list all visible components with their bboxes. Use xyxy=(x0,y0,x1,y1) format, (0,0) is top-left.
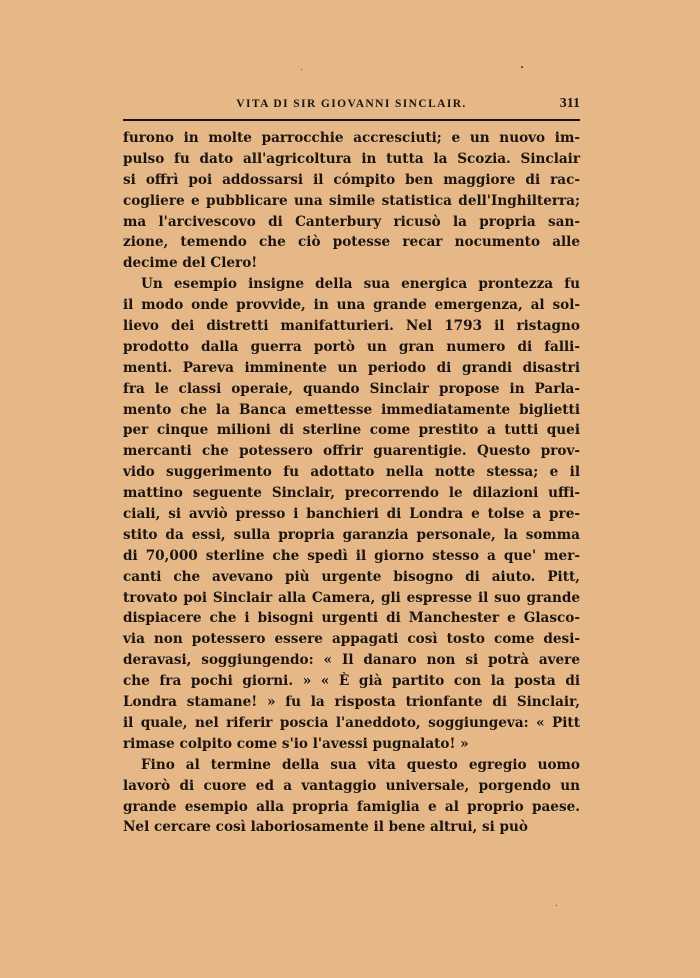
text-line: menti. Pareva imminente un periodo di grandi disastri xyxy=(123,359,580,376)
text-line: grande esempio alla propria famiglia e al proprio paese. xyxy=(123,798,580,815)
text-line: dispiacere che i bisogni urgenti di Manchester e Glasco- xyxy=(123,610,580,627)
text-line: Londra stamane! » fu la risposta trionfante di Sinclair, xyxy=(123,694,580,711)
text-line: stito da essi, sulla propria garanzia personale, la somma xyxy=(123,526,580,543)
text-line: prodotto dalla guerra portò un gran numero di falli- xyxy=(123,338,580,355)
text-line: vido suggerimento fu adottato nella notte stessa; e il xyxy=(123,464,580,481)
text-line: rimase colpito come s'io l'avessi pugnalato! » xyxy=(123,735,469,752)
paper-speck xyxy=(556,905,557,906)
text-line: Nel cercare così laboriosamente il bene altrui, si può xyxy=(123,819,528,836)
text-line: lavorò di cuore ed a vantaggio universale, porgendo un xyxy=(123,777,580,794)
text-line: via non potessero essere appagati così tosto come desi- xyxy=(123,631,580,648)
text-line: trovato poi Sinclair alla Camera, gli espresse il suo grande xyxy=(123,589,580,606)
text-line: mento che la Banca emettesse immediatamente biglietti xyxy=(123,401,580,418)
text-line: di 70,000 sterline che spedì il giorno stesso a que' mer- xyxy=(123,547,580,564)
running-header xyxy=(123,96,580,118)
text-line: fra le classi operaie, quando Sinclair propose in Parla- xyxy=(123,380,580,397)
text-line: cogliere e pubblicare una simile statistica dell'Inghilterra; xyxy=(123,192,580,209)
text-line: Fino al termine della sua vita questo egregio uomo xyxy=(141,756,580,773)
text-line: il quale, nel riferir poscia l'aneddoto, soggiungeva: « Pitt xyxy=(123,714,580,731)
text-line: per cinque milioni di sterline come prestito a tutti quei xyxy=(123,422,580,439)
text-line: furono in molte parrocchie accresciuti; e un nuovo im- xyxy=(123,130,580,146)
text-line: canti che avevano più urgente bisogno di aiuto. Pitt, xyxy=(123,568,580,585)
text-line: Un esempio insigne della sua energica prontezza fu xyxy=(141,276,580,293)
paper-speck xyxy=(521,66,523,68)
text-line: ciali, si avviò presso i banchieri di Londra e tolse a pre- xyxy=(123,506,580,523)
page-number: 311 xyxy=(559,96,580,111)
text-line: mattino seguente Sinclair, precorrendo le dilazioni uffi- xyxy=(123,485,580,502)
running-title: VITA DI SIR GIOVANNI SINCLAIR. xyxy=(236,98,467,110)
text-line: decime del Clero! xyxy=(123,255,258,272)
header-rule xyxy=(123,119,580,121)
text-line: lievo dei distretti manifatturieri. Nel 1793 il ristagno xyxy=(123,318,580,335)
paper-speck xyxy=(301,69,302,70)
text-line: che fra pochi giorni. » « È già partito con la posta di xyxy=(123,673,580,690)
text-line: il modo onde provvide, in una grande emergenza, al sol- xyxy=(123,297,580,314)
text-line: ma l'arcivescovo di Canterbury ricusò la propria san- xyxy=(123,213,580,230)
text-line: zione, temendo che ciò potesse recar nocumento alle xyxy=(123,234,580,251)
text-line: mercanti che potessero offrir guarentigie. Questo prov- xyxy=(123,443,580,460)
text-line: deravasi, soggiungendo: « Il danaro non si potrà avere xyxy=(123,652,580,669)
text-line: pulso fu dato all'agricoltura in tutta la Scozia. Sinclair xyxy=(123,150,580,167)
body-text xyxy=(123,128,580,838)
text-line: si offrì poi addossarsi il cómpito ben maggiore di rac- xyxy=(123,171,580,188)
